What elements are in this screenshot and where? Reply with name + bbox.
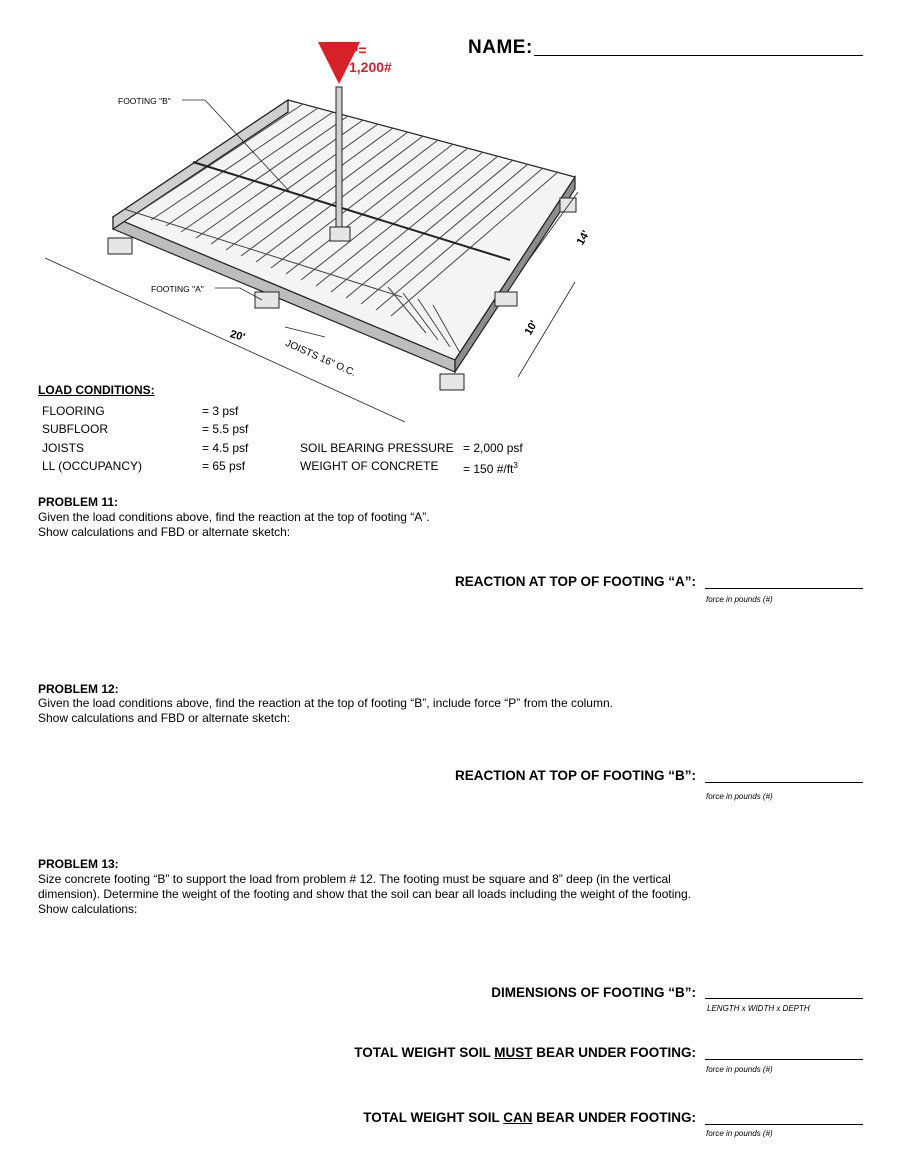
load-value: = 4.5 psf — [202, 441, 249, 455]
soil-can-bear-hint: force in pounds (#) — [706, 1129, 773, 1138]
problem-11-text: Given the load conditions above, find the reaction at the top of footing “A”. Show calculations and FBD or alternate sketch: — [38, 510, 430, 539]
load-name: LL (OCCUPANCY) — [42, 459, 143, 473]
reaction-b-label: REACTION AT TOP OF FOOTING “B”: — [455, 768, 696, 783]
soil-must-bear-hint: force in pounds (#) — [706, 1065, 773, 1074]
load-value: = 5.5 psf — [202, 422, 249, 436]
reaction-b-hint: force in pounds (#) — [706, 792, 773, 801]
load-name: FLOORING — [42, 404, 105, 418]
column — [336, 87, 342, 227]
soil-must-bear-field[interactable] — [705, 1059, 863, 1060]
soil-bearing-value: = 2,000 psf — [463, 441, 523, 455]
problem-13-text: Size concrete footing “B” to support the load from problem # 12. The footing must be square and 8” deep (in the vertical dimension). Determine the weight of the footing and show that the soil can bear all loads including the weight of the footing. Show calculations: — [38, 872, 692, 916]
name-label: NAME: — [468, 37, 533, 58]
reaction-a-field[interactable] — [705, 588, 863, 589]
load-name: SUBFLOOR — [42, 422, 109, 436]
joists-label: JOISTS 16" O.C. — [283, 338, 358, 379]
footing-dimensions-field[interactable] — [705, 998, 863, 999]
concrete-weight-label: WEIGHT OF CONCRETE — [300, 459, 439, 473]
load-conditions-title: LOAD CONDITIONS: — [38, 383, 155, 397]
dimension-10: 10' — [522, 318, 541, 338]
problem-12-text: Given the load conditions above, find the reaction at the top of footing “B”, include force “P” from the column. Show calculations and FBD or alternate sketch: — [38, 696, 613, 725]
soil-can-bear-label: TOTAL WEIGHT SOIL CAN BEAR UNDER FOOTING: — [363, 1110, 696, 1125]
soil-can-bear-field[interactable] — [705, 1124, 863, 1125]
footing-dimensions-hint: LENGTH x WIDTH x DEPTH — [707, 1004, 810, 1013]
force-label-line1: P= — [349, 42, 367, 58]
soil-bearing-label: SOIL BEARING PRESSURE — [300, 441, 454, 455]
dimension-20: 20' — [228, 328, 247, 344]
force-label-line2: 1,200# — [349, 59, 392, 75]
footing-dimensions-label: DIMENSIONS OF FOOTING “B”: — [491, 985, 696, 1000]
problem-11-title: PROBLEM 11: — [38, 495, 119, 509]
load-name: JOISTS — [42, 441, 85, 455]
problem-12-title: PROBLEM 12: — [38, 682, 119, 696]
problem-13-title: PROBLEM 13: — [38, 857, 119, 871]
load-value: = 3 psf — [202, 404, 239, 418]
soil-must-bear-label: TOTAL WEIGHT SOIL MUST BEAR UNDER FOOTING: — [354, 1045, 696, 1060]
load-value: = 65 psf — [202, 459, 246, 473]
concrete-weight-value: = 150 $\#/ft^3$ — [463, 461, 518, 476]
footing-a-label: FOOTING "A" — [151, 284, 204, 294]
dimension-14: 14' — [574, 228, 593, 248]
reaction-a-label: REACTION AT TOP OF FOOTING “A”: — [455, 574, 696, 589]
force-label — [349, 42, 392, 76]
footing-b-label: FOOTING "B" — [118, 96, 171, 106]
reaction-b-field[interactable] — [705, 782, 863, 783]
reaction-a-hint: force in pounds (#) — [706, 595, 773, 604]
